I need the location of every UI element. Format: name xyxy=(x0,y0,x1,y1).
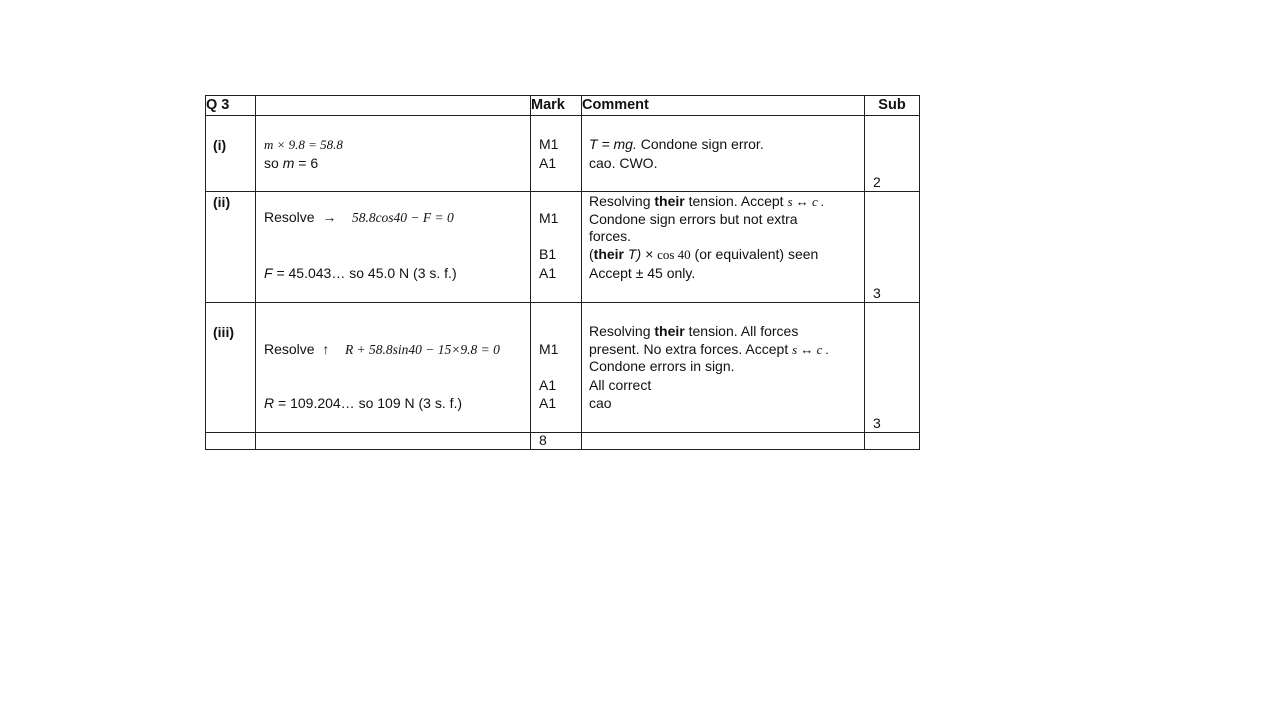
part-ii-equation: 58.8cos40 − F = 0 xyxy=(351,210,454,225)
total-row xyxy=(206,433,920,450)
part-iii-mark-3: A1 xyxy=(539,395,557,411)
part-iii-label-cell xyxy=(206,303,256,433)
part-i-mark-1: M1 xyxy=(539,136,559,152)
part-ii-comment-4: (their T) × cos 40 (or equivalent) seen xyxy=(589,246,819,262)
part-iii-comment-4: All correct xyxy=(589,377,652,393)
part-i-sub: 2 xyxy=(873,174,881,190)
part-ii-label-cell xyxy=(206,192,256,303)
working-header xyxy=(256,96,531,116)
total-q-cell xyxy=(206,433,256,450)
part-i-mark-cell xyxy=(531,116,582,192)
part-iii-comment-2: present. No extra forces. Accept s ↔ c . xyxy=(589,341,829,357)
part-iii-resolve: Resolve ↑ R + 58.8sin40 − 15×9.8 = 0 xyxy=(264,341,500,357)
part-i-working-cell xyxy=(256,116,531,192)
part-ii-comment-1: Resolving their tension. Accept s ↔ c . xyxy=(589,193,825,209)
part-iii-row xyxy=(206,303,920,433)
part-iii-mark-2: A1 xyxy=(539,377,557,393)
part-iii-comment-cell xyxy=(582,303,865,433)
part-i-comment-cell xyxy=(582,116,865,192)
part-i-row xyxy=(206,116,920,192)
part-ii-mark-1: M1 xyxy=(539,210,559,226)
total-mark-cell xyxy=(531,433,582,450)
part-ii-mark-2: B1 xyxy=(539,246,557,262)
part-ii-working-cell xyxy=(256,192,531,303)
part-ii-comment-2: Condone sign errors but not extra xyxy=(589,211,798,227)
comment-header: Comment xyxy=(582,96,865,116)
sub-header: Sub xyxy=(865,96,920,116)
part-ii-mark-3: A1 xyxy=(539,265,557,281)
mark-header: Mark xyxy=(531,96,582,116)
up-arrow-icon: ↑ xyxy=(322,341,330,357)
part-iii-result: R = 109.204… so 109 N (3 s. f.) xyxy=(264,395,463,411)
part-ii-result: F = 45.043… so 45.0 N (3 s. f.) xyxy=(264,265,457,281)
part-ii-sub-cell xyxy=(865,192,920,303)
part-ii-comment-cell xyxy=(582,192,865,303)
part-i-result: so m = 6 xyxy=(264,155,319,171)
part-iii-comment-5: cao xyxy=(589,395,612,411)
right-arrow-icon: → xyxy=(322,209,337,225)
part-iii-sub: 3 xyxy=(873,415,881,431)
part-i-mark-2: A1 xyxy=(539,155,557,171)
total-mark: 8 xyxy=(539,432,547,448)
part-iii-sub-cell xyxy=(865,303,920,433)
header-row xyxy=(206,96,920,116)
part-ii-row xyxy=(206,192,920,303)
part-ii-label: (ii) xyxy=(213,194,231,210)
part-iii-label: (iii) xyxy=(213,324,234,340)
total-comment-cell xyxy=(582,433,865,450)
part-ii-comment-3: forces. xyxy=(589,228,632,244)
part-ii-comment-5: Accept ± 45 only. xyxy=(589,265,696,281)
part-i-label-cell xyxy=(206,116,256,192)
part-iii-working-cell xyxy=(256,303,531,433)
part-i-equation: m × 9.8 = 58.8 xyxy=(264,137,343,152)
part-iii-equation: R + 58.8sin40 − 15×9.8 = 0 xyxy=(344,342,500,357)
part-i-comment-2: cao. CWO. xyxy=(589,155,658,171)
part-i-label: (i) xyxy=(213,137,227,153)
part-iii-mark-cell xyxy=(531,303,582,433)
total-working-cell xyxy=(256,433,531,450)
total-sub-cell xyxy=(865,433,920,450)
part-iii-comment-3: Condone errors in sign. xyxy=(589,358,735,374)
mark-scheme-table xyxy=(205,95,920,450)
part-iii-mark-1: M1 xyxy=(539,341,559,357)
part-i-sub-cell xyxy=(865,116,920,192)
part-i-comment-1: T = mg. Condone sign error. xyxy=(589,136,764,152)
part-iii-comment-1: Resolving their tension. All forces xyxy=(589,323,799,339)
part-ii-mark-cell xyxy=(531,192,582,303)
question-header: Q 3 xyxy=(206,96,256,116)
part-ii-resolve: Resolve → 58.8cos40 − F = 0 xyxy=(264,209,454,225)
part-ii-sub: 3 xyxy=(873,285,881,301)
